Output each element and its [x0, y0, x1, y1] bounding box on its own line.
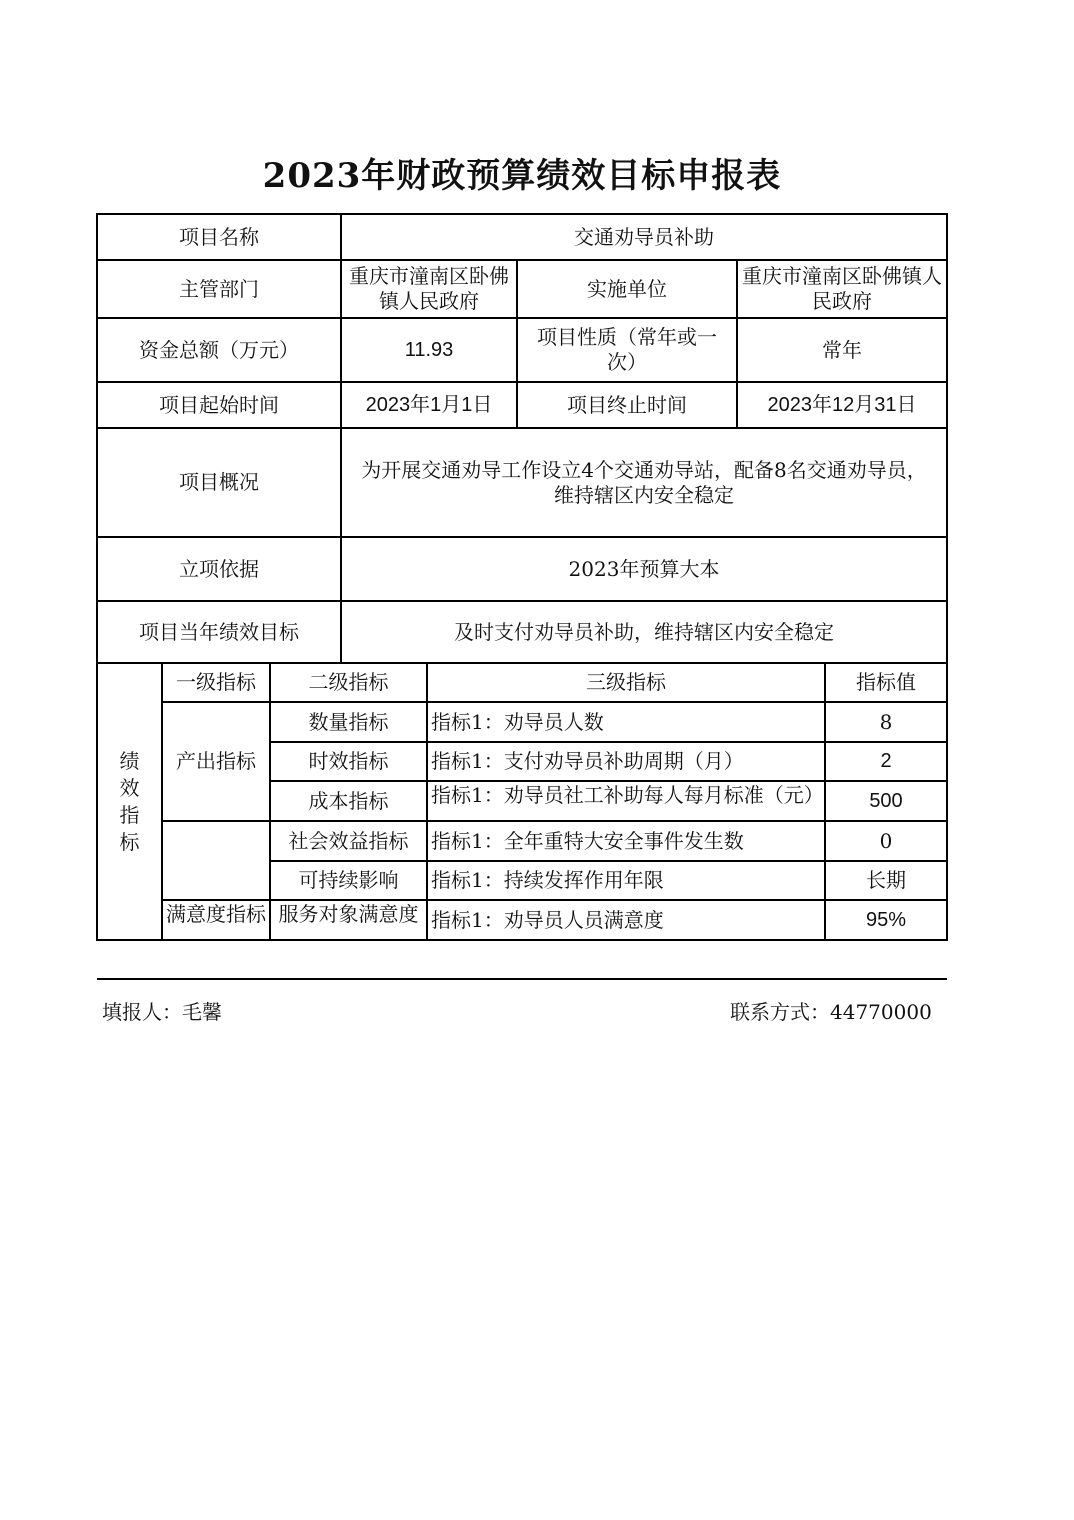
- header-level1: 一级指标: [176, 670, 256, 694]
- section-label-char: 效: [119, 775, 140, 800]
- dept-value: 重庆市潼南区卧佛镇人民政府: [349, 264, 509, 313]
- start-label: 项目起始时间: [159, 392, 279, 417]
- row-divider: [270, 860, 947, 862]
- table-row-level2: 时效指标: [308, 749, 389, 773]
- table-row-value: 2: [880, 750, 892, 772]
- level1-effect: [162, 821, 270, 900]
- basis-label: 立项依据: [179, 556, 259, 581]
- end-label: 项目终止时间: [567, 392, 687, 417]
- table-row-level3: 指标1：持续发挥作用年限: [431, 868, 664, 892]
- table-row-level3: 指标1：劝导员人员满意度: [431, 907, 664, 932]
- dept-label: 主管部门: [179, 276, 259, 301]
- start-value: 2023年1月1日: [365, 393, 493, 416]
- row-divider: [97, 600, 947, 602]
- row-divider: [270, 780, 947, 782]
- level1-satisfaction: 满意度指标: [166, 902, 266, 926]
- table-row-value: 500: [869, 789, 903, 812]
- table-row-level3: 指标1：支付劝导员补助周期（月）: [431, 749, 744, 773]
- unit-label: 实施单位: [587, 276, 667, 301]
- basis-value: 2023年预算大本: [568, 556, 720, 581]
- col-divider: [736, 260, 738, 428]
- fund-value: 11.93: [404, 338, 454, 361]
- footer-divider: [97, 978, 947, 980]
- table-border-bottom: [97, 939, 948, 941]
- nature-label: 项目性质（常年或一次）: [537, 325, 717, 374]
- row-divider: [97, 381, 947, 383]
- row-divider: [97, 536, 947, 538]
- row-divider: [162, 701, 947, 703]
- nature-value: 常年: [822, 337, 862, 362]
- indicators-section-text: [120, 748, 140, 856]
- table-row-level3: 指标1：劝导员人数: [431, 709, 604, 734]
- table-row-level3: 指标1：劝导员社工补助每人每月标准（元）: [431, 783, 824, 807]
- header-level2: 二级指标: [308, 670, 389, 694]
- row-divider: [162, 820, 947, 822]
- section-label-char: 指: [119, 802, 140, 827]
- table-border-right: [946, 213, 948, 941]
- table-row-value: 95%: [865, 908, 907, 931]
- overview-value: 为开展交通劝导工作设立4个交通劝导站，配备8名交通劝导员，维持辖区内安全稳定: [361, 457, 927, 507]
- filler-name: 填报人：毛馨: [102, 1000, 222, 1024]
- page-title: 2023年财政预算绩效目标申报表: [262, 156, 782, 196]
- end-value: 2023年12月31日: [767, 393, 917, 416]
- goal-label: 项目当年绩效目标: [139, 619, 299, 644]
- row-divider: [97, 317, 947, 319]
- row-divider: [270, 741, 947, 743]
- table-row-level2: 可持续影响: [298, 868, 399, 892]
- contact-info: 联系方式：44770000: [730, 1000, 932, 1024]
- level1-output: 产出指标: [176, 749, 256, 773]
- table-row-level3: 指标1：全年重特大安全事件发生数: [431, 828, 744, 853]
- header-level3: 三级指标: [586, 670, 666, 694]
- table-row-value: 长期: [866, 868, 906, 892]
- goal-value: 及时支付劝导员补助，维持辖区内安全稳定: [454, 619, 834, 644]
- row-divider: [162, 899, 947, 901]
- project-name-value: 交通劝导员补助: [574, 224, 714, 249]
- header-value: 指标值: [856, 670, 916, 694]
- table-border-top: [97, 213, 948, 215]
- overview-label: 项目概况: [179, 470, 259, 494]
- table-row-level2: 社会效益指标: [288, 828, 409, 853]
- unit-value: 重庆市潼南区卧佛镇人民政府: [742, 264, 942, 313]
- table-row-value: 0: [879, 828, 893, 853]
- table-border-left: [96, 213, 98, 941]
- indicators-section-label: [97, 663, 162, 940]
- row-divider: [97, 427, 947, 429]
- table-row-level2: 服务对象满意度: [278, 902, 419, 926]
- fund-label: 资金总额（万元）: [139, 337, 299, 362]
- col-divider: [340, 214, 342, 663]
- table-row-level2: 数量指标: [308, 709, 389, 734]
- section-label-char: 标: [119, 829, 140, 854]
- col-divider: [516, 260, 518, 428]
- project-name-label: 项目名称: [179, 224, 259, 249]
- table-row-value: 8: [879, 709, 893, 734]
- table-row-level2: 成本指标: [308, 788, 389, 813]
- row-divider: [97, 259, 947, 261]
- section-label-char: 绩: [119, 748, 140, 773]
- row-divider: [97, 662, 947, 664]
